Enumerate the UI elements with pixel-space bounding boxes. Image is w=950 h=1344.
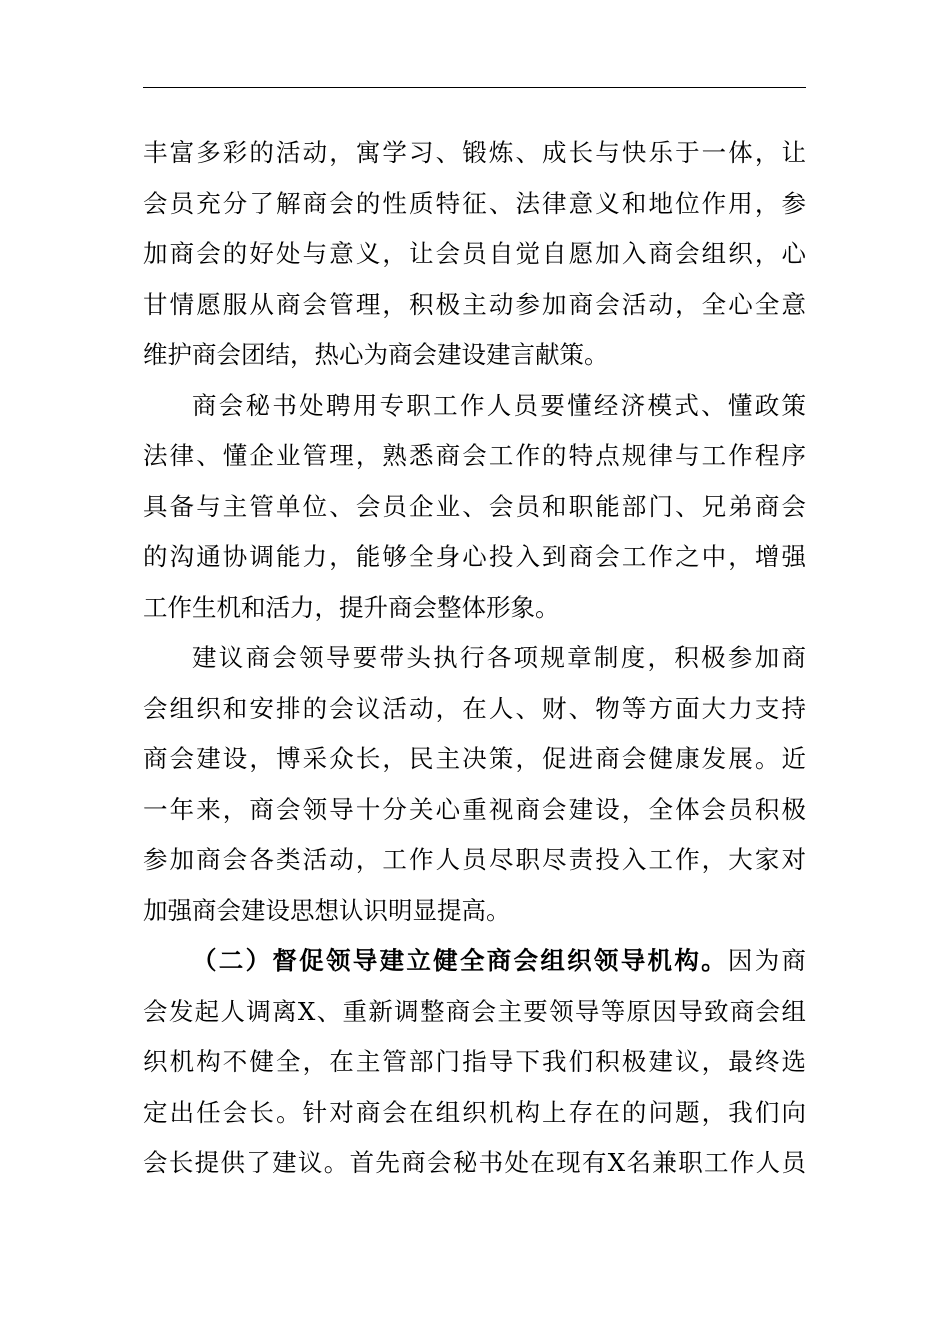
text-line: 甘情愿服从商会管理，积极主动参加商会活动，全心全意 [143, 289, 806, 319]
text-line: 加商会的好处与意义，让会员自觉自愿加入商会组织，心 [143, 239, 806, 268]
text-line: 丰富多彩的活动，寓学习、锻炼、成长与快乐于一体，让 [143, 138, 806, 167]
paragraph-2 [143, 381, 806, 634]
heading-line [143, 936, 806, 987]
text-line: 定出任会长。针对商会在组织机构上存在的问题，我们向 [143, 1097, 806, 1127]
text-line: 加强商会建设思想认识明显提高。 [143, 895, 511, 925]
text-line: 法律、懂企业管理，熟悉商会工作的特点规律与工作程序 [143, 441, 806, 470]
text-line: 具备与主管单位、会员企业、会员和职能部门、兄弟商会 [143, 491, 806, 521]
text-line: 维护商会团结，热心为商会建设建言献策。 [143, 340, 609, 369]
text-line: 建议商会领导要带头执行各项规章制度，积极参加商 [192, 643, 806, 672]
section-heading: （二）督促领导建立健全商会组织领导机构。 [192, 946, 728, 975]
heading-continuation: 因为商 [727, 946, 807, 975]
text-line: 会组织和安排的会议活动，在人、财、物等方面大力支持 [143, 693, 806, 723]
paragraph-1 [143, 128, 806, 381]
text-line: 参加商会各类活动，工作人员尽职尽责投入工作，大家对 [143, 845, 806, 874]
text-line: 会员充分了解商会的性质特征、法律意义和地位作用，参 [143, 188, 806, 218]
text-line: 工作生机和活力，提升商会整体形象。 [143, 592, 560, 622]
document-body [143, 128, 806, 1189]
text-line: 会发起人调离X、重新调整商会主要领导等原因导致商会组 [143, 996, 806, 1026]
text-line: 一年来，商会领导十分关心重视商会建设，全体会员积极 [143, 794, 806, 824]
text-line: 会长提供了建议。首先商会秘书处在现有X名兼职工作人员 [143, 1148, 806, 1177]
text-line: 商会秘书处聘用专职工作人员要懂经济模式、懂政策 [192, 390, 806, 420]
text-line: 的沟通协调能力，能够全身心投入到商会工作之中，增强 [143, 542, 806, 571]
text-line: 商会建设，博采众长，民主决策，促进商会健康发展。近 [143, 744, 806, 773]
text-line: 织机构不健全，在主管部门指导下我们积极建议，最终选 [143, 1047, 806, 1076]
paragraph-3 [143, 633, 806, 936]
paragraph-4 [143, 936, 806, 1189]
header-rule [143, 87, 806, 88]
